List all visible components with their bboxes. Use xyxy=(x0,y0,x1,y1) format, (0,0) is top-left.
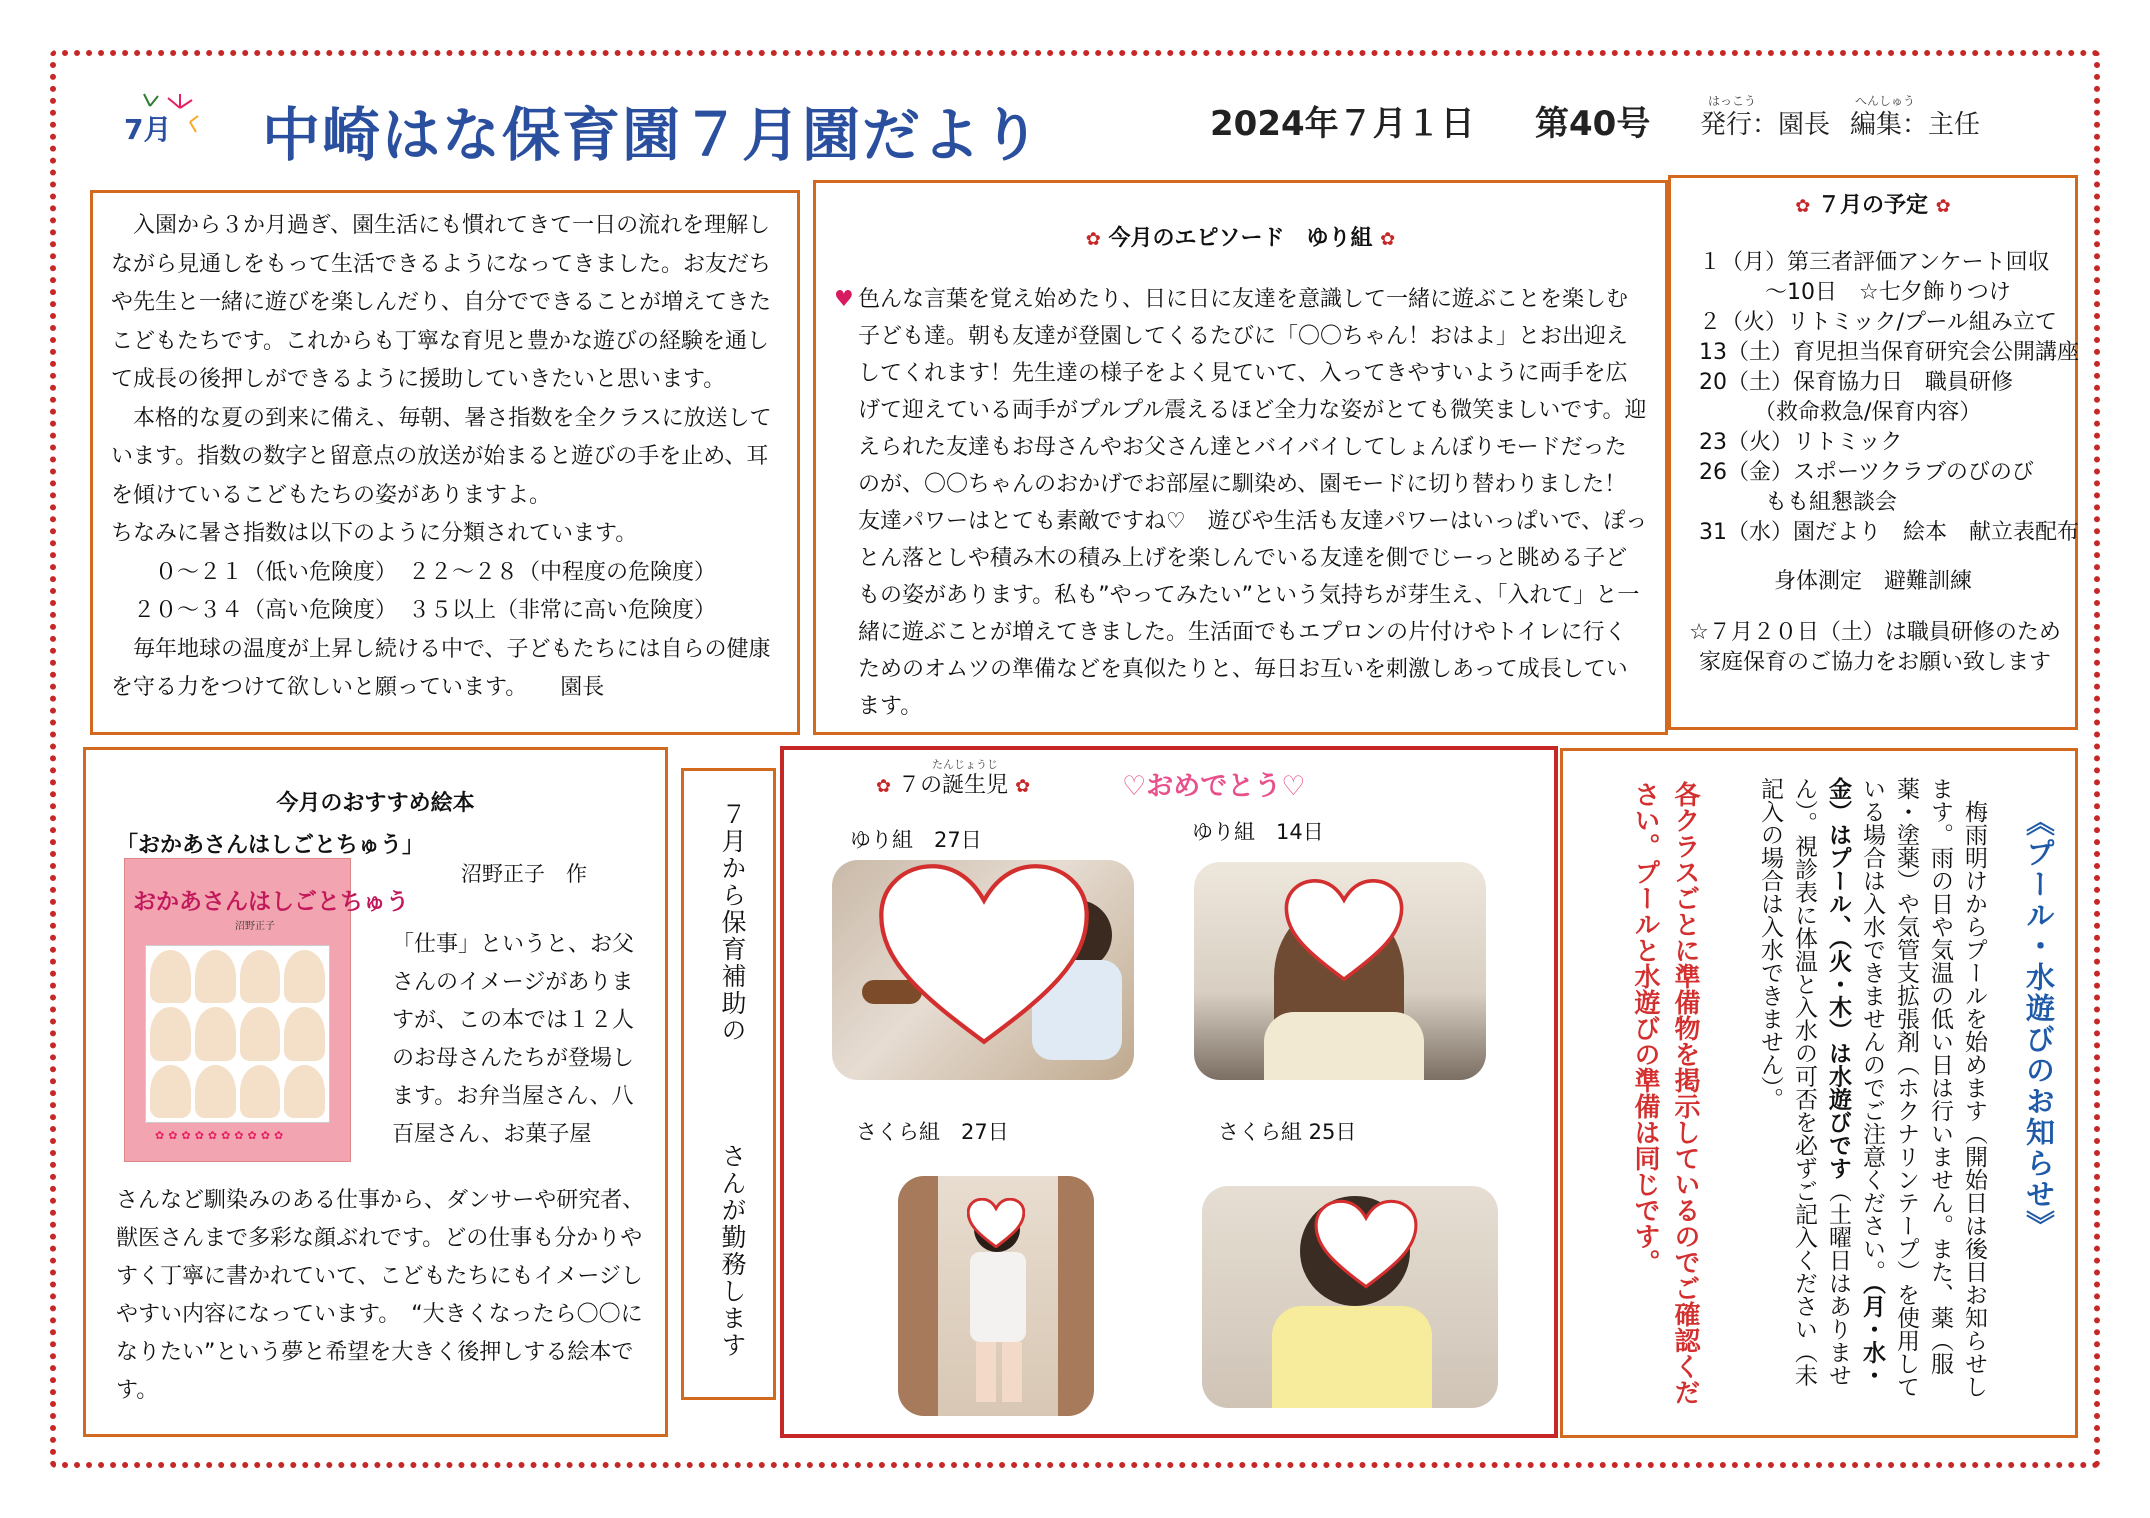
flower-icon: ✿ xyxy=(1935,196,1951,217)
editor-ruby: へんしゅう xyxy=(1855,94,1916,108)
schedule-row: 31（水）園だより 絵本 献立表配布 xyxy=(1699,520,2079,545)
publisher: 発行：園長 xyxy=(1700,110,1831,140)
staff-line-1: ７月から保育補助の xyxy=(718,801,747,1044)
book-title: 「おかあさんはしごとちゅう」 xyxy=(116,833,425,858)
congrats-row xyxy=(1122,764,1305,803)
schedule-row: 13（土）育児担当保育研究会公開講座 xyxy=(1699,340,2079,365)
pool-section xyxy=(1560,748,2078,1438)
schedule-row: もも組懇談会 xyxy=(1699,490,1898,515)
schedule-row: １（月）第三者評価アンケート回収 xyxy=(1699,250,2050,275)
heart-icon: ♡ xyxy=(1122,771,1147,802)
book-section xyxy=(83,747,668,1437)
privacy-heart-icon xyxy=(876,862,1092,1046)
pool-days: （月・水・金）はプール、（火・木）は水遊びです xyxy=(1825,777,1885,1387)
issue-number: 第40号 xyxy=(1535,104,1651,144)
birthday-label: ゆり組 27日 xyxy=(850,828,982,852)
book-cover xyxy=(124,858,409,1162)
schedule-row: ２（火）リトミック/プール組み立て xyxy=(1699,310,2057,335)
book-body-bottom: さんなど馴染みのある仕事から、ダンサーや研究者、獣医さんまで多彩な顔ぶれです。どの仕事も分かりやすく丁寧に書かれていて、こどもたちにもイメージしやすい内容になっています。 “大きくなったら〇〇になりたい”という夢と希望を大きく後押しする絵本です。 xyxy=(116,1188,645,1403)
schedule-row: 26（金）スポーツクラブのびのび xyxy=(1699,460,2034,485)
birthday-title-row xyxy=(876,768,1030,799)
pool-title: 《プール・水遊びのお知らせ》 xyxy=(2022,807,2056,1241)
birthday-label: ゆり組 14日 xyxy=(1192,820,1324,844)
staff-line-2: さんが勤務します xyxy=(718,1143,747,1359)
publisher-ruby: はっこう xyxy=(1708,94,1757,108)
birthday-label: さくら組 27日 xyxy=(856,1120,1009,1144)
book-author: 沼野正子 作 xyxy=(461,862,587,886)
book-body-side: 「仕事」というと、お父さんのイメージがありますが、この本では１２人のお母さんたちが登場します。お弁当屋さん、八百屋さん、お菓子屋 xyxy=(392,932,635,1147)
birthday-label: さくら組 25日 xyxy=(1218,1120,1357,1144)
intro-para-1: 入園から３か月過ぎ、園生活にも慣れてきて一日の流れを理解しながら見通しをもって生活できるようになってきました。お友だちや先生と一緒に遊びを楽しんだり、自分でできることが増えてきたこどもたちです。これからも丁寧な育児と豊かな遊びの経験を通して成長の後押しができるように援助していきたいと思います。 xyxy=(111,213,772,392)
cover-illustration xyxy=(145,945,330,1123)
episode-title: 今月のエピソード ゆり組 xyxy=(1108,226,1373,251)
schedule-row: 23（火）リトミック xyxy=(1699,430,1903,455)
schedule-section xyxy=(1668,175,2078,730)
pool-body: 梅雨明けからプールを始めます（開始日は後日お知らせします。雨の日や気温の低い日は行いません。また、薬（服薬・塗薬）や気管支拡張剤（ホクナリンテープ）を使用している場合は入水できませんのでご注意ください。 xyxy=(1859,777,1987,1398)
privacy-heart-icon xyxy=(967,1198,1025,1248)
cover-flower-row: ✿✿✿✿✿✿✿✿✿✿ xyxy=(155,1129,288,1142)
intro-para-3: ちなみに暑さ指数は以下のように分類されています。 xyxy=(111,521,638,546)
editor: 編集：主任 xyxy=(1850,110,1981,140)
schedule-note: ☆７月２０日（土）は職員研修のため家庭保育のご協力をお願い致します xyxy=(1689,620,2061,675)
schedule-list xyxy=(1699,248,2079,548)
congrats-text: おめでとう xyxy=(1146,771,1282,802)
flower-icon: ✿ xyxy=(1380,229,1396,250)
intro-section xyxy=(90,190,800,735)
cover-author: 沼野正子 xyxy=(235,921,275,932)
flower-icon: ✿ xyxy=(1085,229,1101,250)
flower-icon: ✿ xyxy=(1015,776,1031,797)
schedule-title-row xyxy=(1671,188,2075,219)
staff-notice xyxy=(681,768,776,1400)
intro-para-6: 毎年地球の温度が上昇し続ける中で、子どもたちには自らの健康を守る力をつけて欲しいと願っています。 園長 xyxy=(111,636,771,700)
episode-body: 色んな言葉を覚え始めたり、日に日に友達を意識して一緒に遊ぶことを楽しむ子ども達。朝も友達が登園してくるたびに「〇〇ちゃん！おはよ」とお出迎えしてくれます！先生達の様子をよく見ていて、入ってきやすいように両手を広げて迎えている両手がプルプル震えるほど全力な姿がとても微笑ましいです。迎えられた友達もお母さんやお父さん達とバイバイしてしょんぼりモードだったのが、〇〇ちゃんのおかげでお部屋に馴染め、園モードに切り替わりました！友達パワーはとても素敵ですね♡ 遊びや生活も友達パワーはいっぱいで、ぽっとん落としや積み木の積み上げを楽しんでいる友達を側でじーっと眺める子どもの姿があります。私も”やってみたい”という気持ちが芽生え、「入れて」と一緒に遊ぶことが増えてきました。生活面でもエプロンの片付けやトイレに行くためのオムツの準備などを真似たりと、毎日お互いを刺激しあって成長しています。 xyxy=(858,287,1648,719)
birthday-title: ７の誕生児 xyxy=(898,773,1009,798)
cover-title: おかあさんはしごとちゅう xyxy=(133,889,409,915)
pool-days-after: （土曜日はありません）。 xyxy=(1791,777,1851,1387)
privacy-heart-icon xyxy=(1284,878,1404,982)
heart-bullet-icon: ♥ xyxy=(834,287,854,312)
birthday-section xyxy=(780,746,1558,1438)
schedule-extra: 身体測定 避難訓練 xyxy=(1773,569,1972,594)
episode-section xyxy=(813,180,1668,735)
pool-check: 視診表に体温と入水の可否を必ずご記入ください（未記入の場合は入水できません）。 xyxy=(1757,777,1817,1387)
schedule-row: （救命救急/保育内容） xyxy=(1699,400,1982,425)
pool-red-note: 各クラスごとに準備物を掲示しているのでご確認ください。プールと水遊びの準備は同じです。 xyxy=(1630,781,1700,1405)
flower-icon: ✿ xyxy=(876,776,892,797)
flower-icon: ✿ xyxy=(1795,196,1811,217)
page-title: 中崎はな保育園７月園だより xyxy=(262,101,1043,169)
schedule-row: ～10日 ☆七夕飾りつけ xyxy=(1699,280,2011,305)
logo-text: 7月 xyxy=(124,113,172,146)
issue-date: 2024年７月１日 xyxy=(1210,104,1475,144)
schedule-title: ７月の予定 xyxy=(1817,193,1928,218)
book-section-title: 今月のおすすめ絵本 xyxy=(276,791,475,816)
birthday-ruby: たんじょうじ xyxy=(932,758,998,771)
logo xyxy=(120,88,200,152)
schedule-row: 20（土）保育協力日 職員研修 xyxy=(1699,370,2013,395)
intro-para-5: ２０～３４（高い危険度） ３５以上（非常に高い危険度） xyxy=(111,598,717,623)
pool-body-block xyxy=(1753,777,1991,1407)
privacy-heart-icon xyxy=(1314,1198,1418,1290)
intro-para-2: 本格的な夏の到来に備え、毎朝、暑さ指数を全クラスに放送しています。指数の数字と留意点の放送が始まると遊びの手を止め、耳を傾けているこどもたちの姿がありますよ。 xyxy=(111,405,772,508)
intro-para-4: ０～２１（低い危険度） ２２～２８（中程度の危険度） xyxy=(111,559,717,585)
episode-title-row xyxy=(816,221,1665,252)
heart-icon: ♡ xyxy=(1281,771,1306,802)
